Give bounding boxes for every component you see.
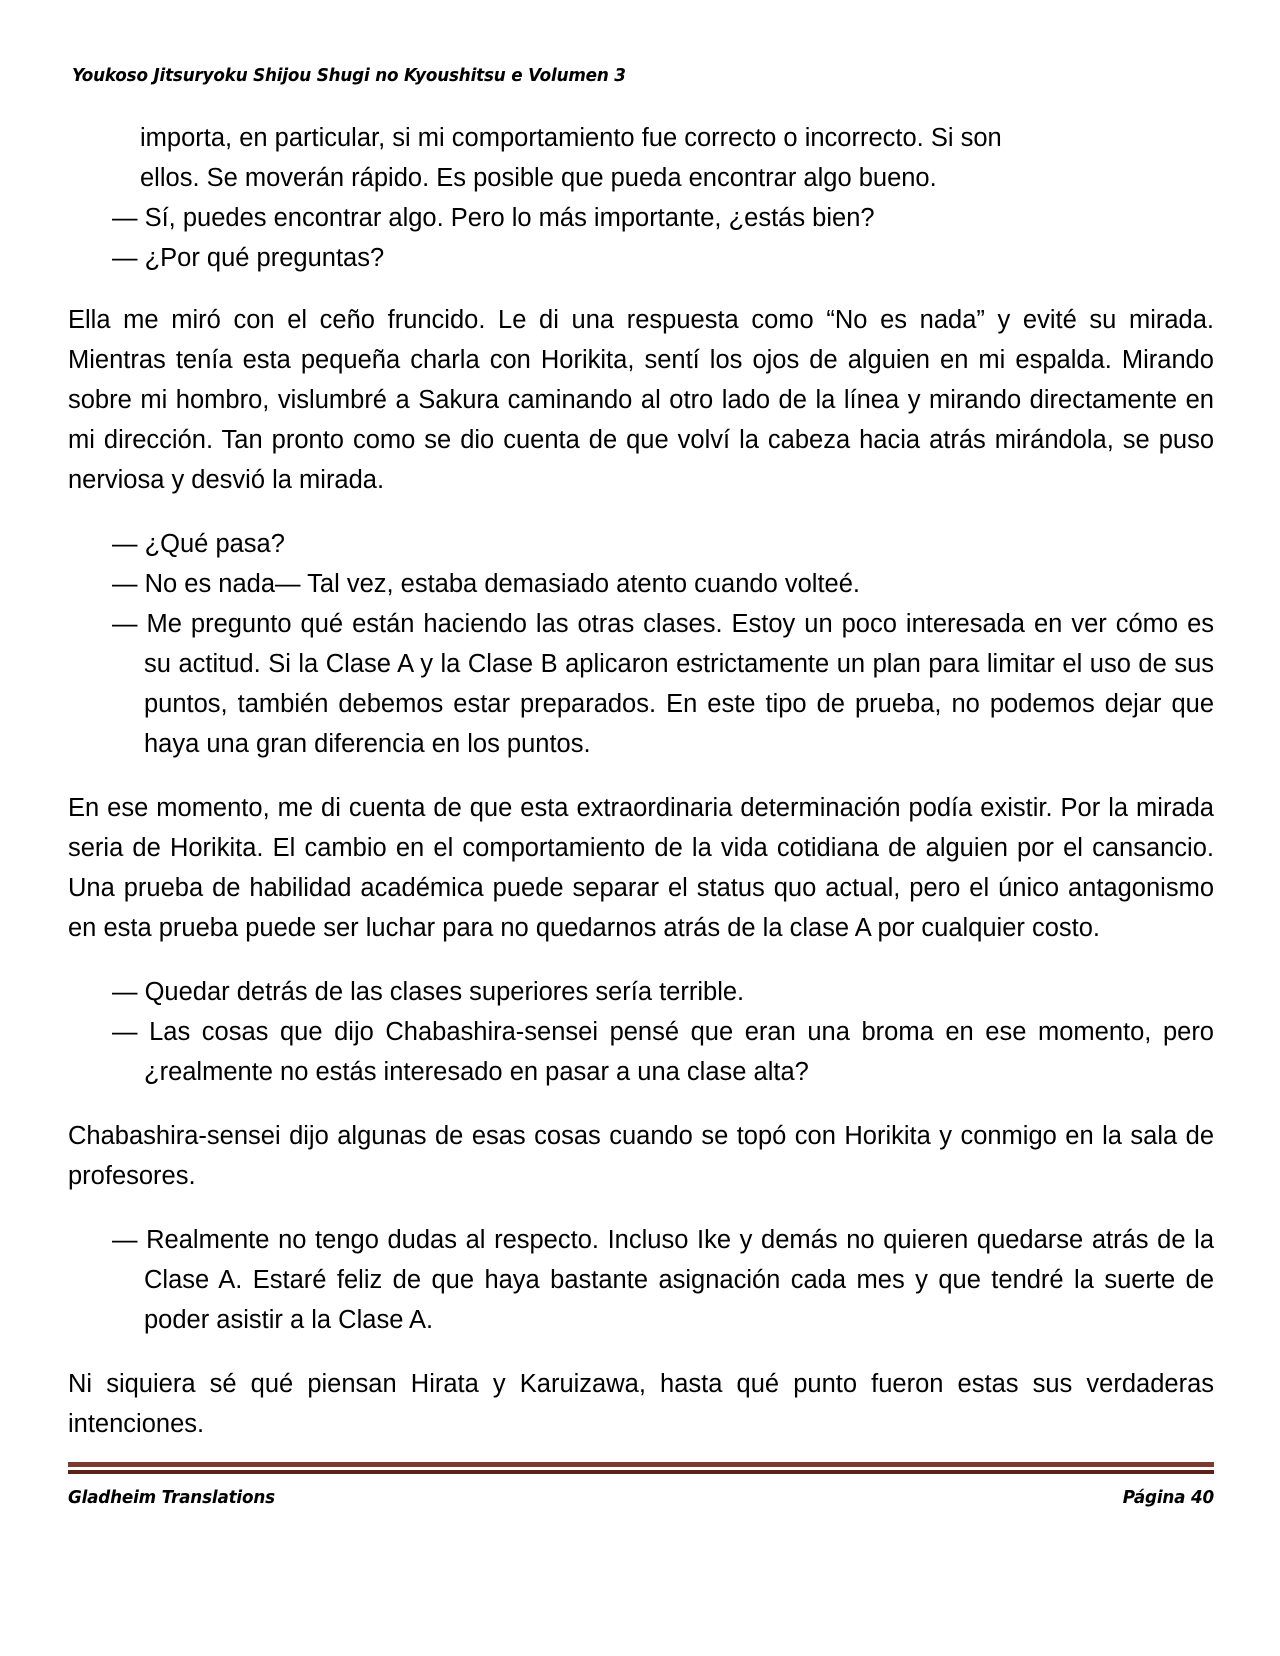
body-paragraph-2: En ese momento, me di cuenta de que esta extraordinaria determinación podía existir. Por la mirada seria de Horikita. El cambio en el comportamiento de la vida cotidiana de alguien por el cansancio. Una prueba de habilidad académica puede separar el status quo actual, pero el único antagonismo en esta prueba puede ser luchar para no quedarnos atrás de la clase A por cualquier costo. <box>68 794 1214 942</box>
footer-translator-credit: Gladheim Translations <box>68 1488 275 1508</box>
continued-paragraph-line-1: importa, en particular, si mi comportamiento fue correcto o incorrecto. Si son <box>140 124 1002 152</box>
page-header <box>72 68 1208 86</box>
dialogue-line: — Realmente no tengo dudas al respecto. Incluso Ike y demás no quieren quedarse atrás de la Clase A. Estaré feliz de que haya bastante asignación cada mes y que tendré la suerte de poder asistir a la Clase A. <box>112 1226 1214 1334</box>
dialogue-block-3 <box>68 972 1214 1092</box>
dialogue-block-1 <box>68 198 1214 278</box>
dialogue-line: — Me pregunto qué están haciendo las otras clases. Estoy un poco interesada en ver cómo es su actitud. Si la Clase A y la Clase B aplicaron estrictamente un plan para limitar el uso de sus puntos, también debemos estar preparados. En este tipo de prueba, no podemos dejar que haya una gran diferencia en los puntos. <box>112 610 1214 758</box>
dialogue-line: — Las cosas que dijo Chabashira-sensei pensé que eran una broma en ese momento, pero ¿realmente no estás interesado en pasar a una clase alta? <box>112 1018 1214 1086</box>
paragraph-spacer <box>68 1340 1214 1364</box>
paragraph-spacer <box>68 500 1214 524</box>
paragraph-spacer <box>68 278 1214 300</box>
footer-rule-lower <box>68 1470 1214 1474</box>
dialogue-line: — No es nada— Tal vez, estaba demasiado atento cuando volteé. <box>112 570 861 598</box>
header-title: Youkoso Jitsuryoku Shijou Shugi no Kyoushitsu e Volumen 3 <box>72 66 626 86</box>
page-content <box>68 118 1214 1444</box>
footer-page-number: Página 40 <box>1122 1488 1214 1508</box>
dialogue-line: — ¿Qué pasa? <box>112 530 285 558</box>
paragraph-spacer <box>68 948 1214 972</box>
body-paragraph-3: Chabashira-sensei dijo algunas de esas cosas cuando se topó con Horikita y conmigo en la sala de profesores. <box>68 1122 1214 1190</box>
dialogue-line: — Sí, puedes encontrar algo. Pero lo más importante, ¿estás bien? <box>112 204 875 232</box>
paragraph-spacer <box>68 1196 1214 1220</box>
paragraph-spacer <box>68 1092 1214 1116</box>
page-footer <box>68 1462 1214 1508</box>
dialogue-line: — ¿Por qué preguntas? <box>112 244 385 272</box>
continued-paragraph <box>68 118 1214 198</box>
dialogue-block-4 <box>68 1220 1214 1340</box>
body-paragraph-1: Ella me miró con el ceño fruncido. Le di una respuesta como “No es nada” y evité su mirada. Mientras tenía esta pequeña charla con Horikita, sentí los ojos de alguien en mi espalda. Mirando sobre mi hombro, vislumbré a Sakura caminando al otro lado de la línea y mirando directamente en mi dirección. Tan pronto como se dio cuenta de que volví la cabeza hacia atrás mirándola, se puso nerviosa y desvió la mirada. <box>68 306 1214 494</box>
body-paragraph-4: Ni siquiera sé qué piensan Hirata y Karuizawa, hasta qué punto fueron estas sus verdaderas intenciones. <box>68 1370 1214 1438</box>
paragraph-spacer <box>68 764 1214 788</box>
dialogue-block-2 <box>68 524 1214 764</box>
continued-paragraph-line-2: ellos. Se moverán rápido. Es posible que pueda encontrar algo bueno. <box>140 164 937 192</box>
footer-row <box>68 1488 1214 1508</box>
dialogue-line: — Quedar detrás de las clases superiores sería terrible. <box>112 978 745 1006</box>
